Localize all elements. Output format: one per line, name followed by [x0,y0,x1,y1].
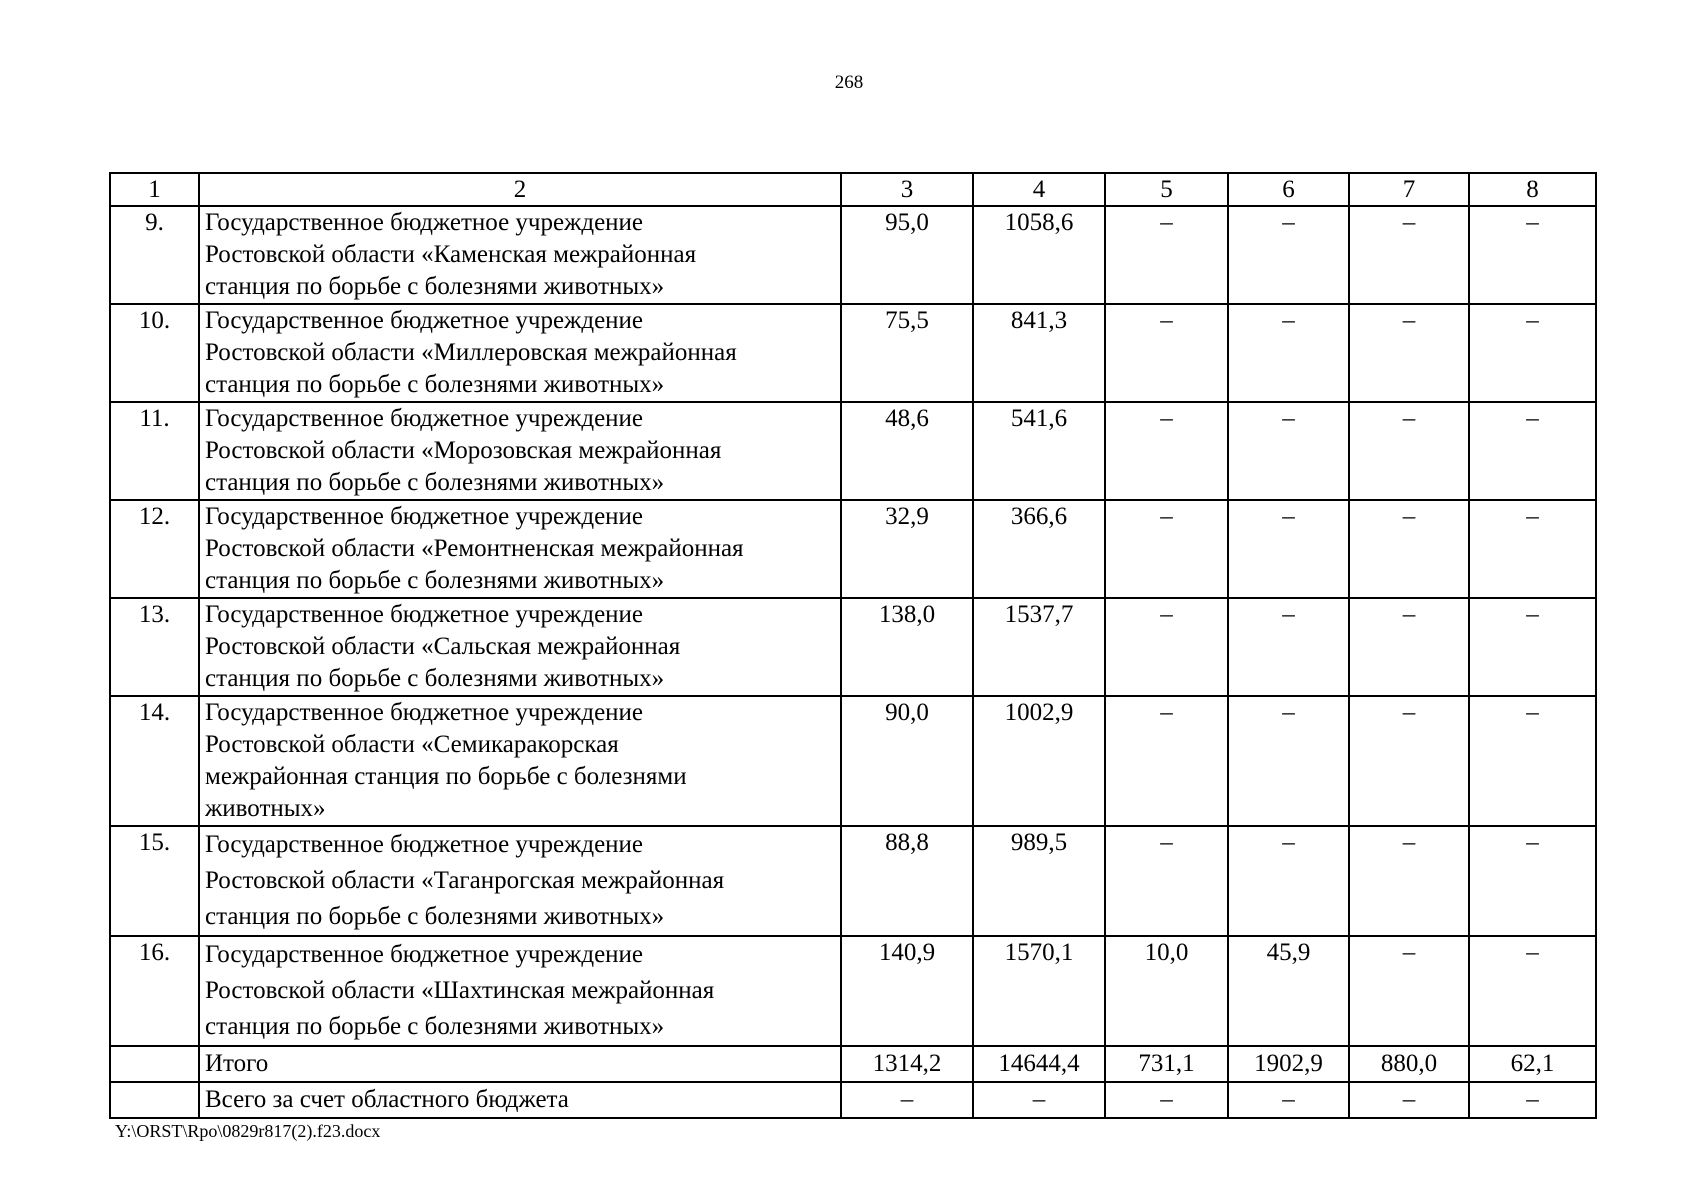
value-cell-col-7: – [1349,304,1469,402]
value-cell-col-3: 1314,2 [841,1046,973,1082]
institution-name [199,500,841,598]
row-number: 10. [110,304,199,402]
value-cell-col-4: 1570,1 [973,936,1105,1046]
name-line: Государственное бюджетное учреждение [205,503,644,530]
value-cell-col-8: – [1469,936,1596,1046]
institution-name [199,206,841,304]
column-header: 8 [1469,173,1596,206]
value-cell-col-5: – [1105,826,1228,936]
value-cell-col-7: – [1349,696,1469,826]
name-line: Государственное бюджетное учреждение [205,307,644,334]
value-cell-col-7: – [1349,936,1469,1046]
row-number: 9. [110,206,199,304]
value-cell-col-7: – [1349,402,1469,500]
table-body [110,173,1596,1118]
value-cell-col-5: – [1105,696,1228,826]
row-number: 14. [110,696,199,826]
row-number [110,1046,199,1082]
name-line: Ростовской области «Каменская межрайонная [205,241,697,268]
value-cell-col-4: 989,5 [973,826,1105,936]
value-cell-col-7: – [1349,598,1469,696]
table-row [110,402,1596,500]
value-cell-col-7: – [1349,826,1469,936]
row-number: 15. [110,826,199,936]
value-cell-col-8: – [1469,598,1596,696]
value-cell-col-3: – [841,1082,973,1118]
value-cell-col-8: – [1469,1082,1596,1118]
column-header: 3 [841,173,973,206]
value-cell-col-4: 366,6 [973,500,1105,598]
value-cell-col-7: 880,0 [1349,1046,1469,1082]
table-row [110,304,1596,402]
table-row [110,206,1596,304]
value-cell-col-5: – [1105,1082,1228,1118]
value-cell-col-6: 45,9 [1228,936,1349,1046]
value-cell-col-4: 1058,6 [973,206,1105,304]
table-row [110,500,1596,598]
column-header: 7 [1349,173,1469,206]
name-line: Ростовской области «Сальская межрайонная [205,633,681,660]
value-cell-col-5: 731,1 [1105,1046,1228,1082]
value-cell-col-3: 140,9 [841,936,973,1046]
value-cell-col-3: 95,0 [841,206,973,304]
name-line: Государственное бюджетное учреждение [205,699,644,726]
value-cell-col-6: – [1228,1082,1349,1118]
name-line: Государственное бюджетное учреждение [205,601,644,628]
name-line: Государственное бюджетное учреждение [205,405,644,432]
table-row [110,1082,1596,1118]
column-header: 5 [1105,173,1228,206]
name-line: Ростовской области «Семикаракорская [205,731,619,758]
name-line: станция по борьбе с болезнями животных» [205,665,665,692]
value-cell-col-7: – [1349,1082,1469,1118]
value-cell-col-8: 62,1 [1469,1046,1596,1082]
column-header: 6 [1228,173,1349,206]
table-row [110,696,1596,826]
value-cell-col-4: 1002,9 [973,696,1105,826]
name-line: межрайонная станция по борьбе с болезнями [205,763,687,790]
row-number [110,1082,199,1118]
name-line: Ростовской области «Морозовская межрайонная [205,437,722,464]
column-header: 2 [199,173,841,206]
institution-name [199,1046,841,1082]
value-cell-col-7: – [1349,206,1469,304]
name-line: Ростовской области «Таганрогская межрайонная [205,867,725,894]
value-cell-col-4: 541,6 [973,402,1105,500]
value-cell-col-5: – [1105,304,1228,402]
budget-table [109,172,1597,1119]
value-cell-col-3: 48,6 [841,402,973,500]
value-cell-col-5: – [1105,206,1228,304]
value-cell-col-6: – [1228,500,1349,598]
value-cell-col-4: – [973,1082,1105,1118]
row-number: 11. [110,402,199,500]
institution-name [199,696,841,826]
value-cell-col-3: 90,0 [841,696,973,826]
name-line: Ростовской области «Ремонтненская межрайонная [205,535,744,562]
value-cell-col-6: – [1228,402,1349,500]
name-line: Государственное бюджетное учреждение [205,209,644,236]
institution-name [199,1082,841,1118]
value-cell-col-4: 14644,4 [973,1046,1105,1082]
value-cell-col-6: – [1228,304,1349,402]
row-number: 13. [110,598,199,696]
name-line: Всего за счет областного бюджета [205,1086,569,1113]
name-line: Ростовской области «Миллеровская межрайонная [205,339,737,366]
institution-name [199,826,841,936]
value-cell-col-6: – [1228,826,1349,936]
value-cell-col-3: 32,9 [841,500,973,598]
table-row [110,826,1596,936]
value-cell-col-6: 1902,9 [1228,1046,1349,1082]
file-path-footer: Y:\ORST\Rpo\0829r817(2).f23.docx [115,1121,381,1141]
name-line: станция по борьбе с болезнями животных» [205,903,665,930]
institution-name [199,936,841,1046]
value-cell-col-4: 841,3 [973,304,1105,402]
name-line: Государственное бюджетное учреждение [205,941,644,968]
value-cell-col-6: – [1228,598,1349,696]
table-row [110,598,1596,696]
value-cell-col-8: – [1469,500,1596,598]
value-cell-col-8: – [1469,206,1596,304]
name-line: станция по борьбе с болезнями животных» [205,371,665,398]
name-line: Итого [205,1050,269,1077]
name-line: станция по борьбе с болезнями животных» [205,1013,665,1040]
value-cell-col-7: – [1349,500,1469,598]
value-cell-col-3: 75,5 [841,304,973,402]
value-cell-col-5: – [1105,402,1228,500]
institution-name [199,304,841,402]
value-cell-col-8: – [1469,826,1596,936]
column-number-row [110,173,1596,206]
institution-name [199,598,841,696]
page-number: 268 [834,72,864,93]
name-line: станция по борьбе с болезнями животных» [205,469,665,496]
column-header: 1 [110,173,199,206]
name-line: животных» [205,795,326,822]
value-cell-col-4: 1537,7 [973,598,1105,696]
value-cell-col-8: – [1469,402,1596,500]
value-cell-col-3: 138,0 [841,598,973,696]
institution-name [199,402,841,500]
name-line: Государственное бюджетное учреждение [205,831,644,858]
value-cell-col-5: – [1105,598,1228,696]
name-line: станция по борьбе с болезнями животных» [205,567,665,594]
value-cell-col-5: – [1105,500,1228,598]
value-cell-col-8: – [1469,304,1596,402]
table-row [110,936,1596,1046]
value-cell-col-6: – [1228,206,1349,304]
value-cell-col-6: – [1228,696,1349,826]
value-cell-col-8: – [1469,696,1596,826]
value-cell-col-5: 10,0 [1105,936,1228,1046]
column-header: 4 [973,173,1105,206]
name-line: Ростовской области «Шахтинская межрайонная [205,977,715,1004]
row-number: 16. [110,936,199,1046]
table-row [110,1046,1596,1082]
value-cell-col-3: 88,8 [841,826,973,936]
row-number: 12. [110,500,199,598]
name-line: станция по борьбе с болезнями животных» [205,273,665,300]
